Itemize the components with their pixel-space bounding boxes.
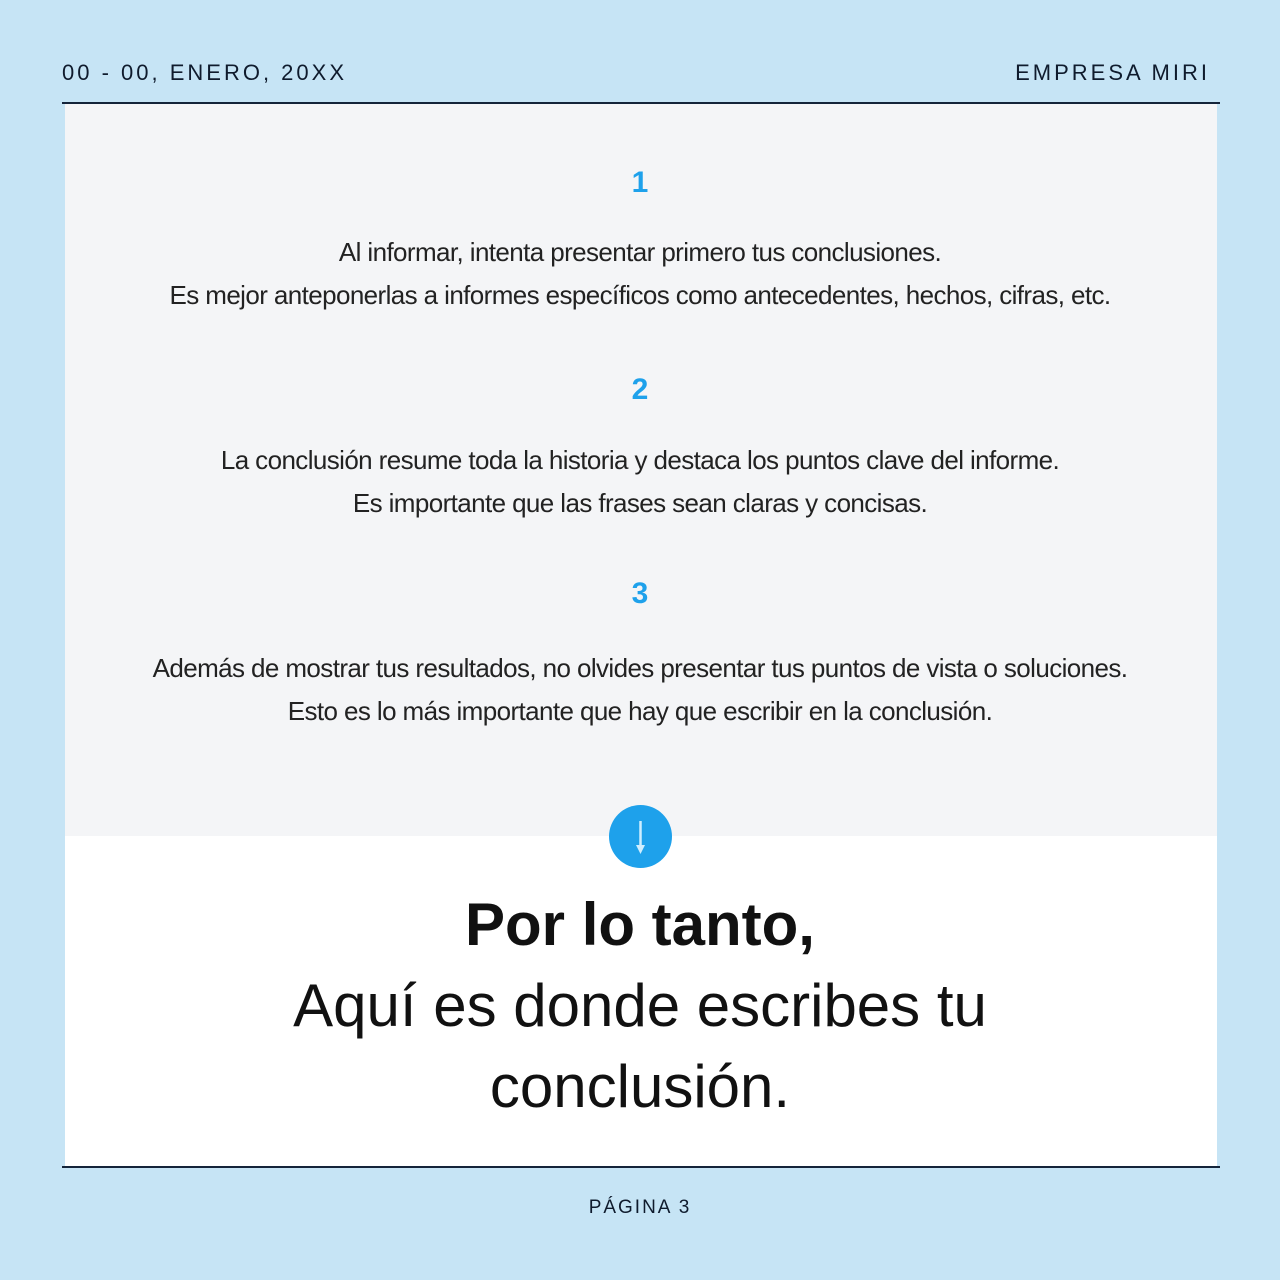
page-number: PÁGINA 3 (588, 1197, 692, 1218)
header-date: 00 - 00, ENERO, 20XX (62, 60, 347, 85)
footer-divider (62, 1166, 1220, 1168)
conclusion-heading: Por lo tanto, (465, 891, 815, 958)
point-line: Es mejor anteponerlas a informes específicos como antecedentes, hechos, cifras, etc. (169, 280, 1111, 310)
point-line: La conclusión resume toda la historia y destaca los puntos clave del informe. (220, 445, 1060, 475)
point-number: 1 (631, 166, 649, 199)
conclusion-line: Aquí es donde escribes tu (293, 972, 987, 1039)
point-line: Es importante que las frases sean claras y concisas. (352, 488, 928, 518)
point-number: 2 (631, 373, 649, 406)
point-line: Esto es lo más importante que hay que escribir en la conclusión. (287, 696, 993, 726)
conclusion-text (0, 884, 1280, 1127)
conclusion-line: conclusión. (489, 1053, 791, 1120)
arrow-down-icon (609, 805, 672, 868)
point-text (0, 231, 1280, 317)
arrow-badge (609, 805, 672, 868)
point-number: 3 (631, 577, 649, 610)
header-company: EMPRESA MIRI (1015, 60, 1210, 85)
point-text (0, 439, 1280, 525)
point-text (0, 647, 1280, 733)
point-line: Además de mostrar tus resultados, no olvides presentar tus puntos de vista o soluciones. (152, 653, 1128, 683)
point-line: Al informar, intenta presentar primero tus conclusiones. (338, 237, 942, 267)
